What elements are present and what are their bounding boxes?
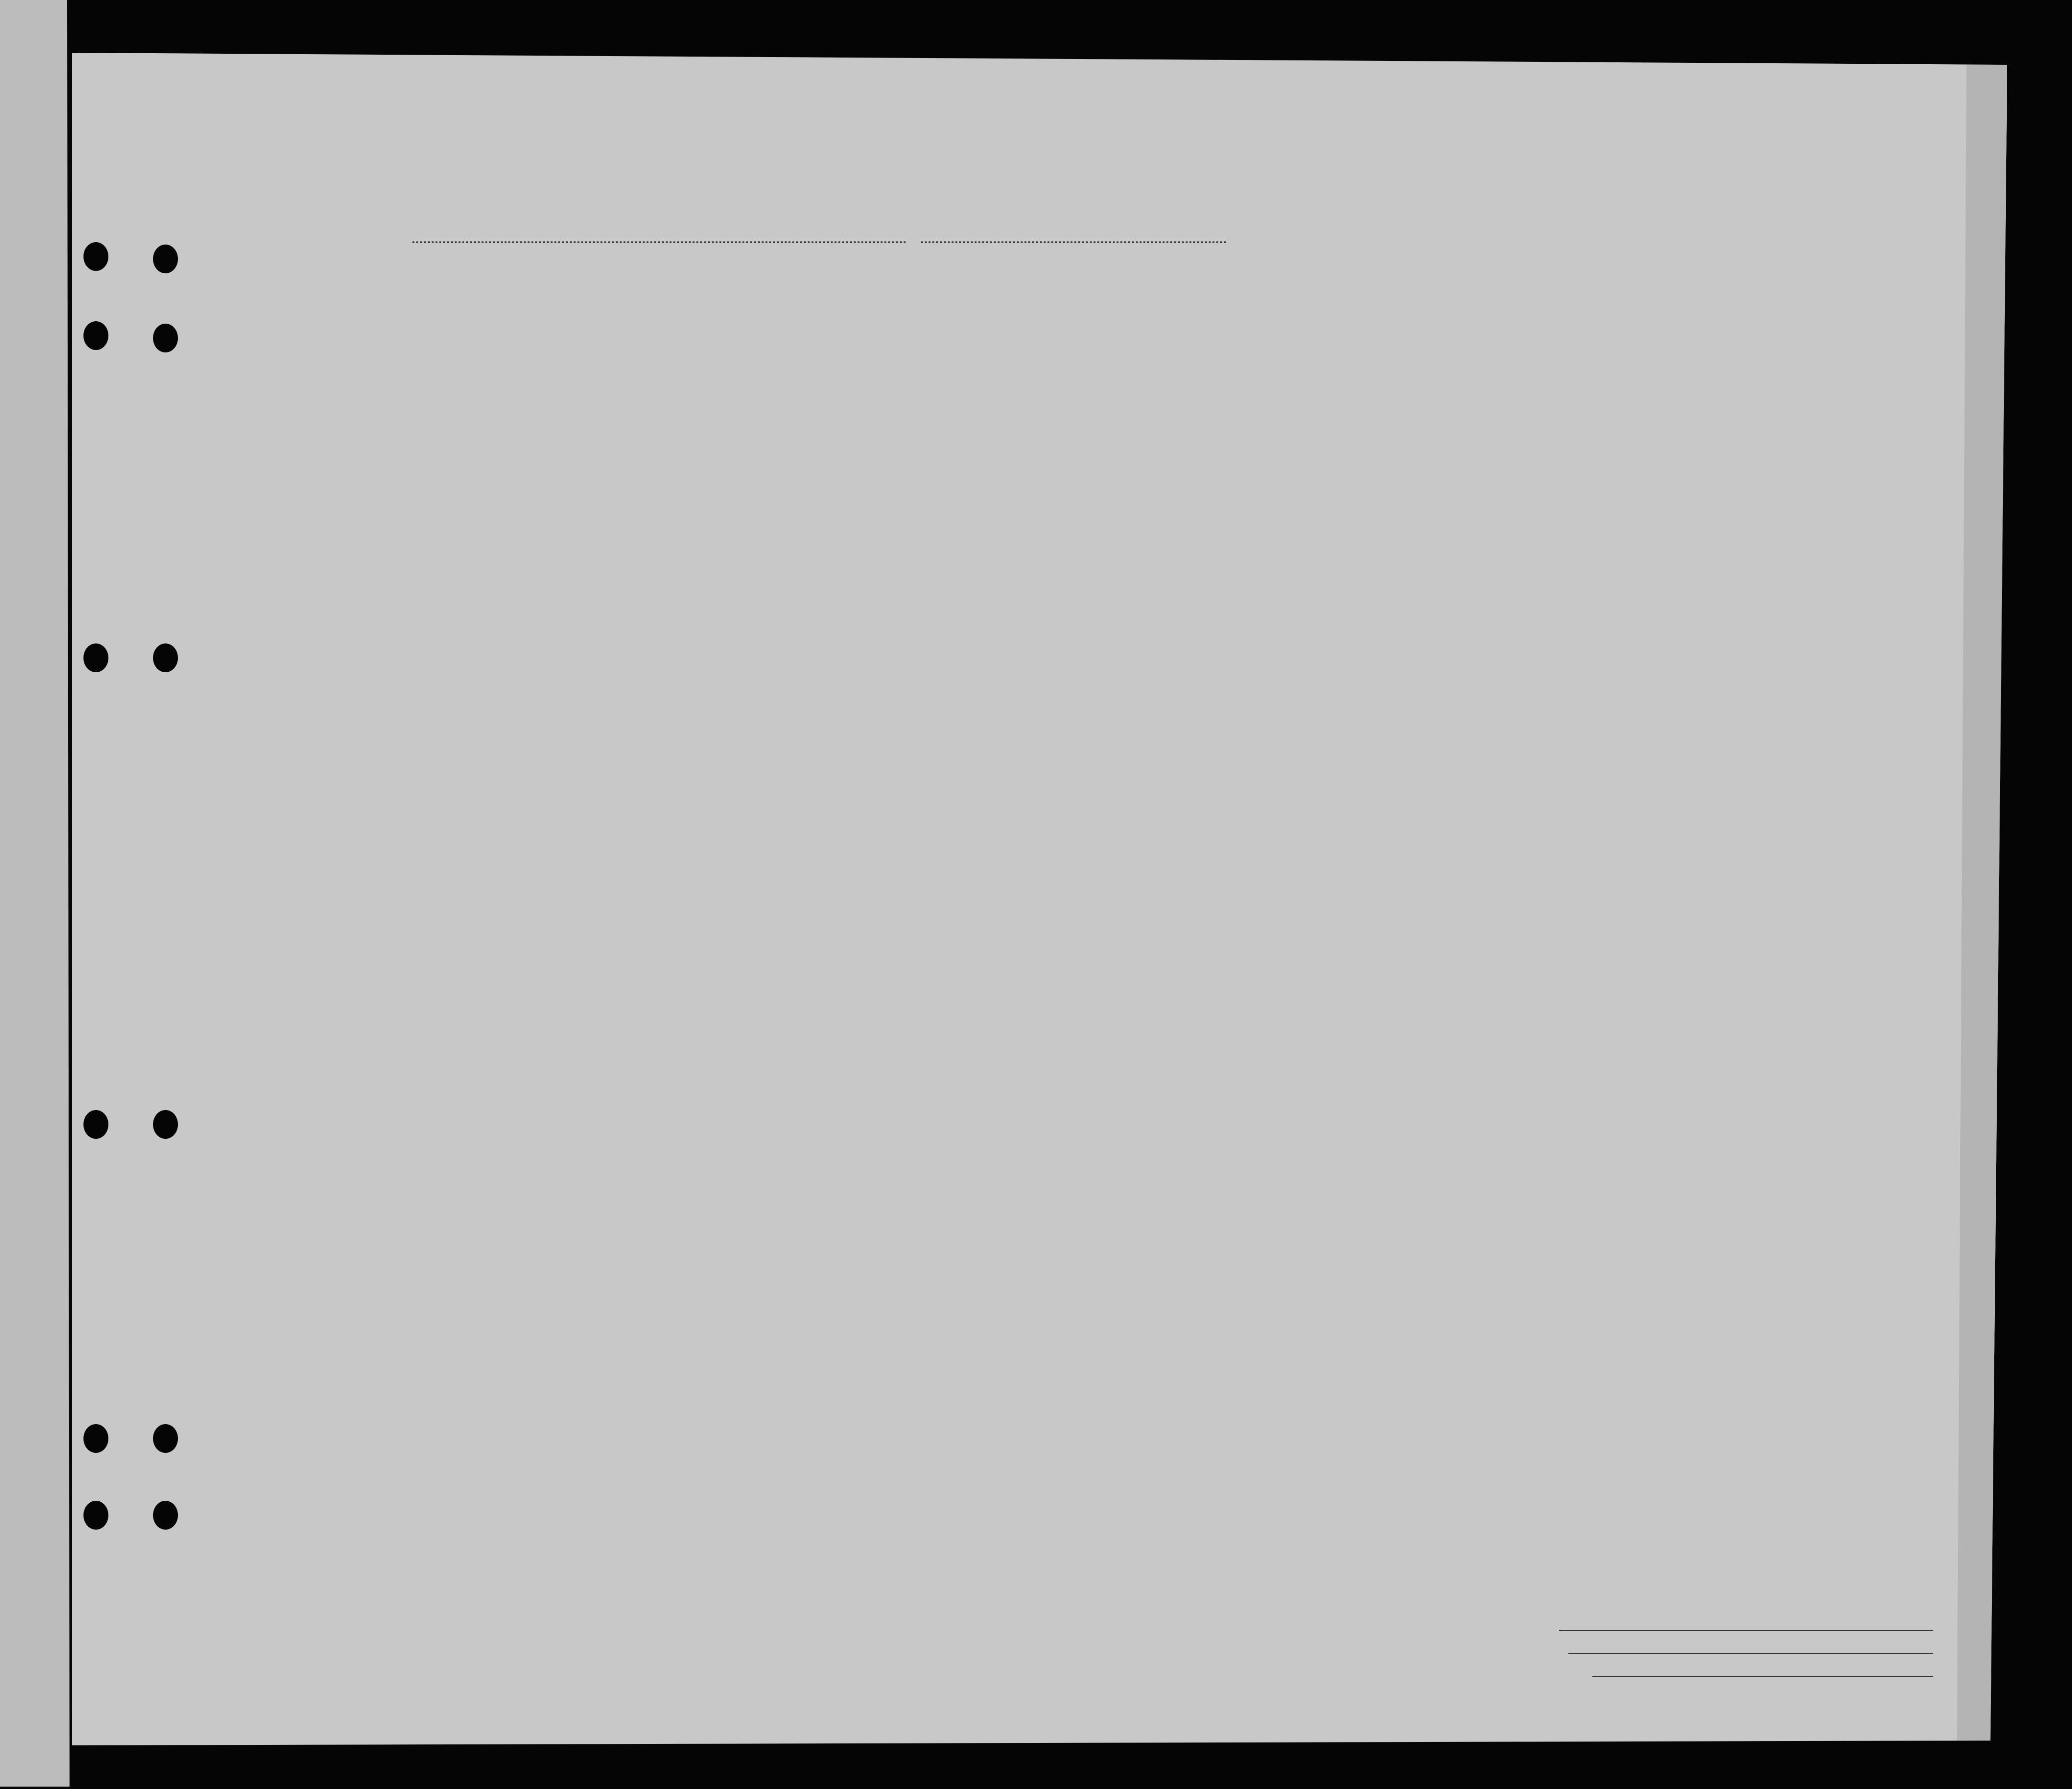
punch-hole	[83, 1110, 108, 1139]
punch-hole	[83, 242, 108, 271]
paper-main-sheet	[72, 53, 2007, 1745]
punch-hole	[153, 324, 178, 352]
punch-hole	[83, 321, 108, 350]
punch-hole	[153, 643, 178, 672]
punch-hole	[83, 1501, 108, 1530]
punch-hole	[153, 1110, 178, 1139]
punch-hole	[83, 643, 108, 672]
punch-hole	[153, 1424, 178, 1453]
punch-hole	[153, 245, 178, 273]
punch-hole	[83, 1424, 108, 1453]
paper-left-sheet	[0, 0, 70, 1787]
punch-hole	[153, 1501, 178, 1530]
